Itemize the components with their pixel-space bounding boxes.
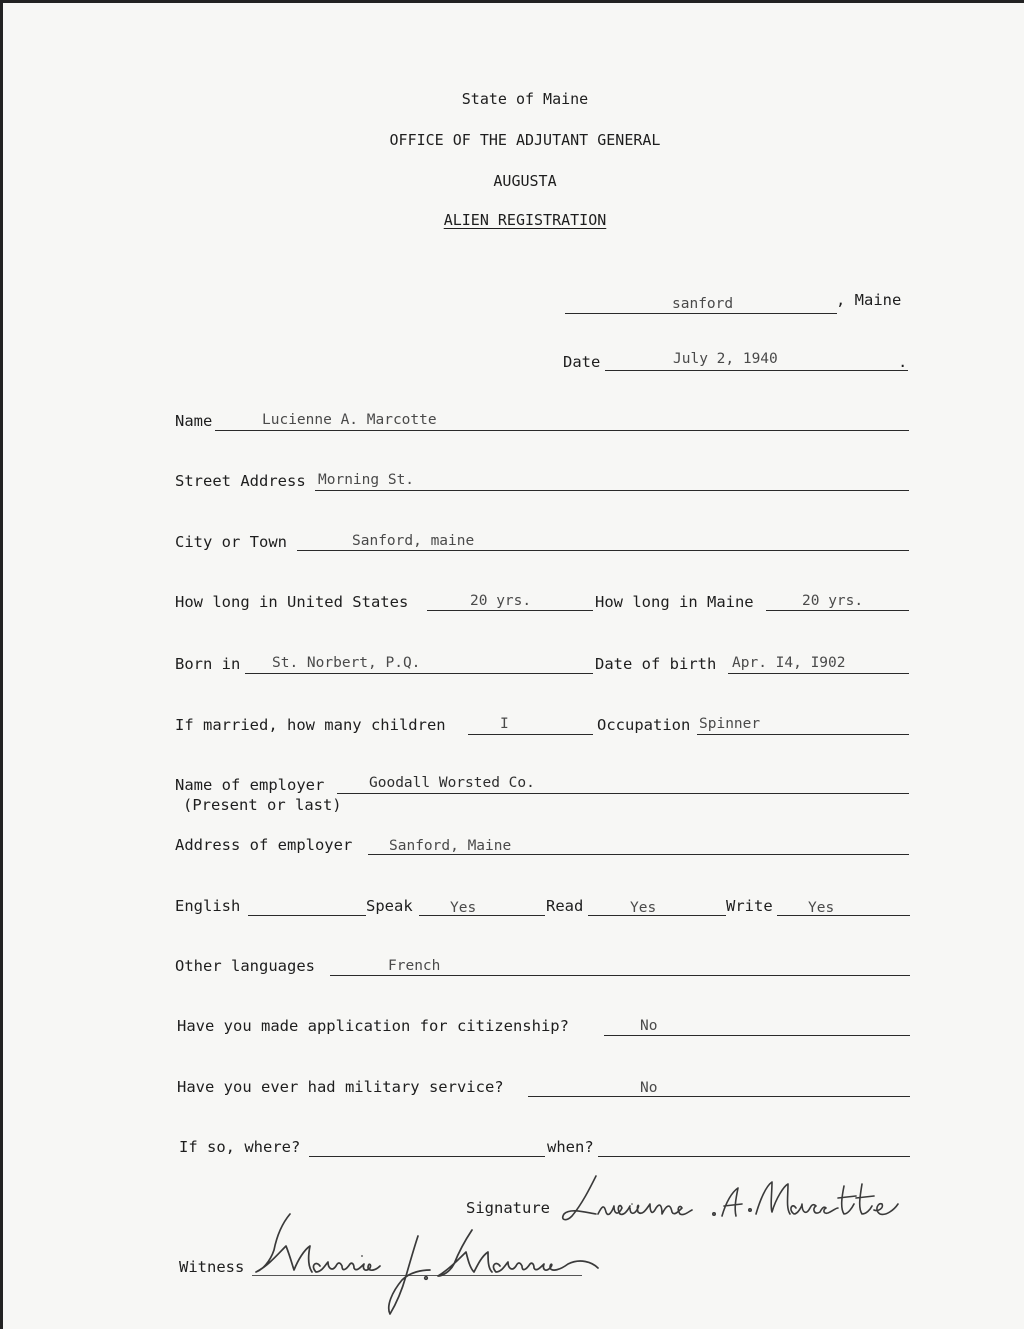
date-value: July 2, 1940 [673,351,778,367]
employer-address-label: Address of employer [175,836,353,854]
military-line [528,1096,910,1097]
military-label: Have you ever had military service? [177,1078,504,1096]
occupation-label: Occupation [597,716,691,734]
city-value: Sanford, maine [352,533,475,549]
other-languages-line [330,975,910,976]
scan-border-top [0,0,1024,3]
witness-label: Witness [179,1258,245,1276]
citizenship-line [604,1035,910,1036]
witness-handwriting [250,1206,610,1318]
place-line [565,313,837,314]
born-in-value: St. Norbert, P.Q. [272,655,421,671]
how-long-us-line [427,610,593,611]
employer-address-line [368,854,909,855]
how-long-maine-line [766,610,909,611]
if-so-where-line [309,1156,545,1157]
speak-line [419,915,545,916]
date-label: Date [563,353,601,371]
state-heading: State of Maine [461,90,589,108]
how-long-us-label: How long in United States [175,593,409,611]
signature-label: Signature [466,1199,550,1217]
name-line [215,430,909,431]
children-value: I [500,716,509,732]
name-label: Name [175,412,213,430]
signature-handwriting [556,1168,926,1230]
street-address-label: Street Address [175,472,306,490]
date-line [605,370,908,371]
place-value: sanford [672,296,734,312]
children-label: If married, how many children [175,716,446,734]
employer-address-value: Sanford, Maine [389,838,512,854]
children-line [468,734,593,735]
born-in-label: Born in [175,655,241,673]
how-long-us-value: 20 yrs. [470,593,532,609]
city-label: City or Town [175,533,287,551]
occupation-value: Spinner [699,716,761,732]
date-of-birth-value: Apr. I4, I902 [732,655,846,671]
place-suffix: , Maine [836,291,902,309]
read-label: Read [546,897,584,915]
how-long-maine-label: How long in Maine [595,593,754,611]
occupation-line [697,734,909,735]
employer-sublabel: (Present or last) [183,796,342,814]
speak-value: Yes [450,900,477,916]
english-line [248,915,366,916]
office-heading: OFFICE OF THE ADJUTANT GENERAL [389,131,661,149]
citizenship-label: Have you made application for citizenship? [177,1017,569,1035]
when-line [598,1156,910,1157]
city-heading: AUGUSTA [493,172,557,190]
scan-border-left [0,0,3,1329]
citizenship-value: No [640,1018,658,1034]
form-title: ALIEN REGISTRATION [443,211,607,229]
english-label: English [175,897,241,915]
date-of-birth-label: Date of birth [595,655,717,673]
employer-value: Goodall Worsted Co. [369,775,535,791]
other-languages-value: French [388,958,441,974]
speak-label: Speak [366,897,413,915]
date-end: . [898,353,908,371]
write-line [777,915,910,916]
when-label: when? [547,1138,594,1156]
date-of-birth-line [728,673,909,674]
how-long-maine-value: 20 yrs. [802,593,864,609]
born-in-line [245,673,593,674]
name-value: Lucienne A. Marcotte [262,412,437,428]
read-value: Yes [630,900,657,916]
write-label: Write [726,897,773,915]
street-address-line [315,490,909,491]
other-languages-label: Other languages [175,957,315,975]
read-line [588,915,726,916]
city-line [297,550,909,551]
street-address-value: Morning St. [318,472,415,488]
employer-line [337,793,909,794]
employer-label: Name of employer [175,776,325,794]
if-so-where-label: If so, where? [179,1138,301,1156]
military-value: No [640,1080,658,1096]
write-value: Yes [808,900,835,916]
